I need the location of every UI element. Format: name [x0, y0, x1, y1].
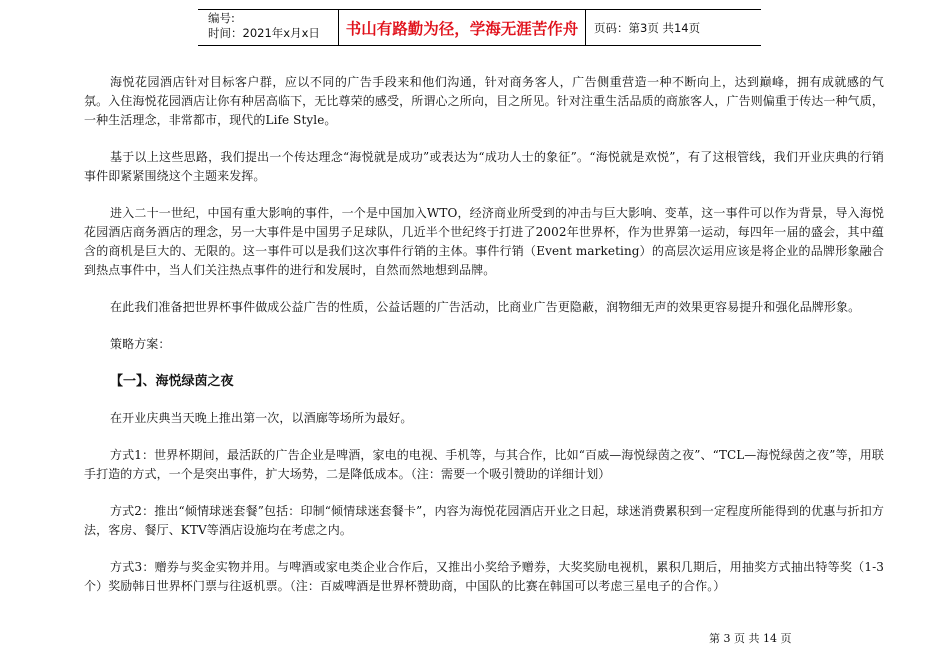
- page-footer: 第 3 页 共 14 页: [709, 632, 792, 645]
- paragraph: 海悦花园酒店针对目标客户群，应以不同的广告手段来和他们沟通，针对商务客人，广告侧重营造一种不断向上，达到巅峰，拥有成就感的气氛。入住海悦花园酒店让你有种居高临下，无比尊荣的感受，所谓心之所向，目之所见。针对注重生活品质的商旅客人，广告则偏重于传达一种气质，一种生活理念，非常都市，现代的Life Style。: [84, 75, 884, 127]
- paragraph: 进入二十一世纪，中国有重大影响的事件，一个是中国加入WTO，经济商业所受到的冲击与巨大影响、变革，这一事件可以作为背景，导入海悦花园酒店商务酒店的理念，另一大事件是中国男子足球队，几近半个世纪终于打进了2002年世界杯，作为世界第一运动，每四年一届的盛会，其中蕴含的商机是巨大的、无限的。这一事件可以是我们这次事件行销的主体。事件行销（Event marketing）的高层次运用应该是将企业的品牌形象融合到热点事件中，当人们关注热点事件的进行和发展时，自然而然地想到品牌。: [84, 206, 884, 277]
- paragraph: 在开业庆典当天晚上推出第一次，以酒廊等场所为最好。: [110, 411, 413, 425]
- page-header: [198, 9, 761, 46]
- paragraph: 方式3：赠券与奖金实物并用。与啤酒或家电类企业合作后，又推出小奖给予赠券，大奖奖励电视机，累积几期后，用抽奖方式抽出特等奖（1-3个）奖励韩日世界杯门票与往返机票。（注：百威啤酒是世界杯赞助商，中国队的比赛在韩国可以考虑三星电子的合作。）: [84, 560, 884, 593]
- document-body: [84, 73, 884, 596]
- header-meta: [198, 10, 338, 45]
- paragraph: 方式1：世界杯期间，最活跃的广告企业是啤酒，家电的电视、手机等，与其合作，比如“百威—海悦绿茵之夜”、“TCL—海悦绿茵之夜”等，用联手打造的方式，一个是突出事件，扩大场势，二是降低成本。（注：需要一个吸引赞助的详细计划）: [84, 448, 884, 481]
- time-label: 时间：2021年x月x日: [208, 26, 320, 40]
- paragraph: 方式2：推出“倾情球迷套餐”包括：印制“倾情球迷套餐卡”，内容为海悦花园酒店开业之日起，球迷消费累积到一定程度所能得到的优惠与折扣方法，客房、餐厅、KTV等酒店设施均在考虑之内。: [84, 504, 884, 537]
- header-page-code: 页码：第3页 共14页: [594, 20, 701, 35]
- header-motto: 书山有路勤为径，学海无涯苦作舟: [338, 10, 586, 45]
- section-heading: 【一】、海悦绿茵之夜: [110, 374, 234, 389]
- number-label: 编号:: [208, 11, 235, 25]
- paragraph: 策略方案：: [110, 337, 171, 351]
- paragraph: 在此我们准备把世界杯事件做成公益广告的性质，公益话题的广告活动，比商业广告更隐蔽，润物细无声的效果更容易提升和强化品牌形象。: [110, 300, 861, 314]
- paragraph: 基于以上这些思路，我们提出一个传达理念“海悦就是成功”或表达为“成功人士的象征”。“海悦就是欢悦”，有了这根管线，我们开业庆典的行销事件即紧紧围绕这个主题来发挥。: [84, 150, 884, 183]
